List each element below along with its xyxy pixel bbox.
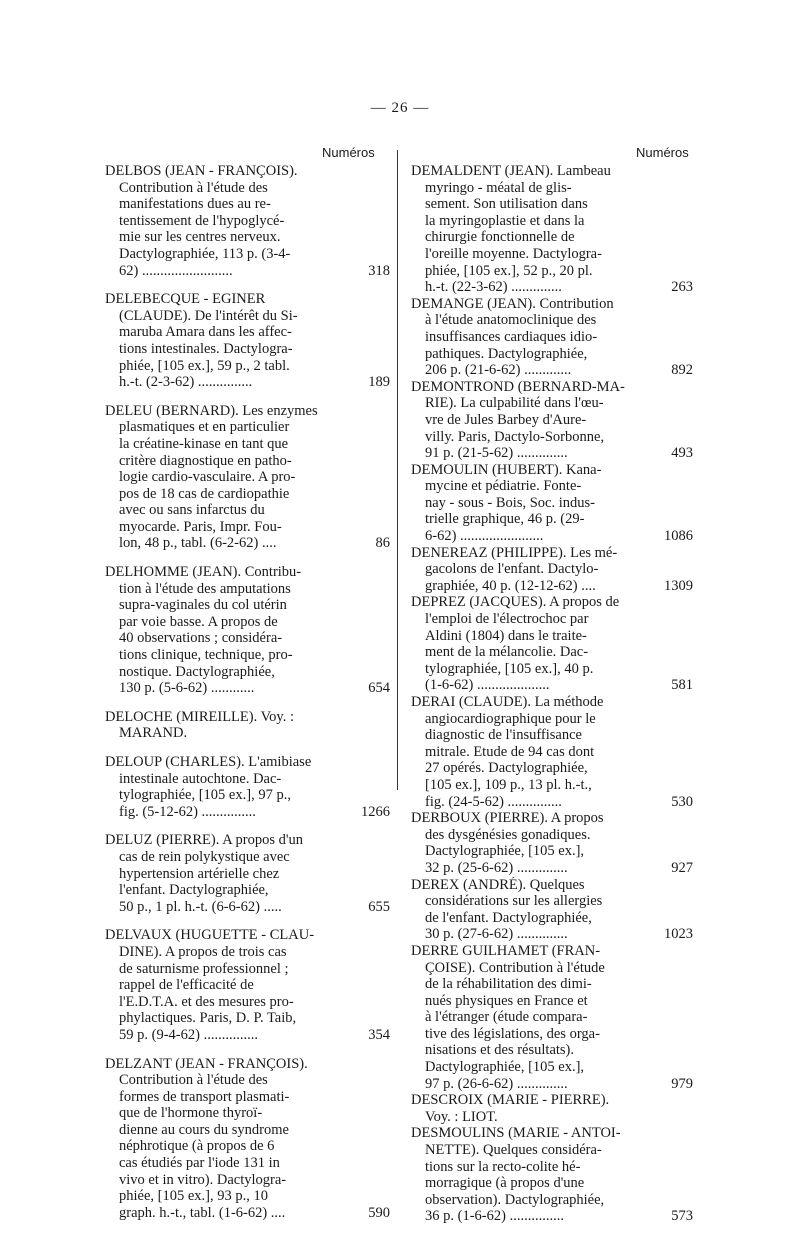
column-header-left: Numéros — [322, 145, 375, 160]
entry-line: (1-6-62) .................... 581 — [425, 677, 693, 694]
entry-line: critère diagnostique en patho- — [119, 452, 292, 469]
entry-line: mycine et pédiatrie. Fonte- — [425, 478, 582, 495]
entry-line: DERBOUX (PIERRE). A propos — [411, 810, 604, 827]
entry-line: de la réhabilitation des dimi- — [425, 976, 592, 993]
entry-number: 979 — [671, 1075, 693, 1092]
entry-number: 530 — [671, 793, 693, 810]
entry-line: villy. Paris, Dactylo-Sorbonne, — [425, 428, 605, 445]
entry-line: myocarde. Paris, Impr. Fou- — [119, 518, 282, 535]
column-header-right: Numéros — [636, 145, 689, 160]
entry-number: 1266 — [361, 803, 390, 820]
entry-line: 32 p. (25-6-62) .............. 927 — [425, 859, 693, 876]
entry-line: myringo - méatal de glis- — [425, 179, 572, 196]
entry-line: vivo et in vitro). Dactylogra- — [119, 1171, 287, 1188]
left-column — [105, 163, 390, 1233]
entry-line: mitrale. Etude de 94 cas dont — [425, 743, 595, 760]
entry-line: phiée, [105 ex.], 93 p., 10 — [119, 1188, 268, 1205]
entry-number: 318 — [368, 262, 390, 279]
entry-line: ment de la mélancolie. Dac- — [425, 644, 589, 661]
entry-line: DEMONTROND (BERNARD-MA- — [411, 378, 625, 395]
entry-line: tentissement de l'hypoglycé- — [119, 212, 285, 229]
index-entry — [105, 403, 390, 552]
entry-line: ÇOISE). Contribution à l'étude — [425, 959, 605, 976]
entry-line: supra-vaginales du col utérin — [119, 597, 287, 614]
entry-line: dienne au cours du syndrome — [119, 1121, 289, 1138]
index-entry — [105, 709, 390, 742]
entry-line: chirurgie fonctionnelle de — [425, 229, 575, 246]
entry-line: nués physiques en France et — [425, 992, 588, 1009]
entry-line: DINE). A propos de trois cas — [119, 943, 287, 960]
entry-line: la créatine-kinase en tant que — [119, 435, 289, 452]
entry-line: 30 p. (27-6-62) .............. 1023 — [425, 926, 693, 943]
entry-line: l'oreille moyenne. Dactylogra- — [425, 245, 602, 262]
entry-number: 263 — [671, 279, 693, 296]
index-entry — [105, 1056, 390, 1222]
index-entry — [105, 754, 390, 820]
entry-number: 1086 — [664, 528, 693, 545]
entry-line: DELBOS (JEAN - FRANÇOIS). — [105, 163, 298, 179]
entry-line: DELVAUX (HUGUETTE - CLAU- — [105, 927, 315, 944]
entry-line: cas étudiés par l'iode 131 in — [119, 1155, 280, 1172]
entry-line: gacolons de l'enfant. Dactylo- — [425, 561, 599, 578]
index-entry — [411, 296, 693, 379]
entry-line: à l'étranger (étude compara- — [425, 1009, 588, 1026]
entry-line: DELUZ (PIERRE). A propos d'un — [105, 832, 303, 849]
entry-line: 97 p. (26-6-62) .............. 979 — [425, 1075, 693, 1092]
entry-number: 354 — [368, 1026, 390, 1043]
entry-line: tylographiée, [105 ex.], 97 p., — [119, 787, 291, 804]
entry-line: lon, 48 p., tabl. (6-2-62) .... 86 — [119, 535, 390, 552]
entry-line: 62) ......................... 318 — [119, 262, 390, 279]
entry-number: 927 — [671, 859, 693, 876]
index-entry — [105, 163, 390, 279]
entry-number: 493 — [671, 445, 693, 462]
entry-line: avec ou sans infarctus du — [119, 502, 265, 519]
entry-line: DELEU (BERNARD). Les enzymes — [105, 402, 318, 419]
entry-line: DELHOMME (JEAN). Contribu- — [105, 564, 302, 581]
entry-line: DEMANGE (JEAN). Contribution — [411, 295, 614, 312]
entry-line: tions intestinales. Dactylogra- — [119, 340, 293, 357]
entry-line: DELZANT (JEAN - FRANÇOIS). — [105, 1055, 308, 1072]
entry-line: observation). Dactylographiée, — [425, 1191, 605, 1208]
entry-line: considérations sur les allergies — [425, 893, 603, 910]
entry-line: h.-t. (22-3-62) .............. 263 — [425, 279, 693, 296]
entry-line: Dactylographiée, [105 ex.], — [425, 1059, 585, 1076]
index-entry — [411, 545, 693, 595]
entry-line: DELOCHE (MIREILLE). Voy. : — [105, 708, 295, 725]
entry-line: DEPREZ (JACQUES). A propos de — [411, 594, 620, 611]
entry-line: tions clinique, technique, pro- — [119, 647, 293, 664]
index-entry — [411, 1092, 693, 1125]
entry-line: [105 ex.], 109 p., 13 pl. h.-t., — [425, 776, 592, 793]
index-entry — [411, 163, 693, 296]
entry-line: (CLAUDE). De l'intérêt du Si- — [119, 307, 298, 324]
entry-line: morragique (à propos d'une — [425, 1175, 585, 1192]
entry-line: mie sur les centres nerveux. — [119, 229, 281, 246]
entry-line: à l'étude anatomoclinique des — [425, 312, 597, 329]
entry-line: 27 opérés. Dactylographiée, — [425, 760, 588, 777]
entry-line: Voy. : LIOT. — [425, 1108, 498, 1125]
entry-line: DEMALDENT (JEAN). Lambeau — [411, 163, 611, 179]
index-entry — [411, 877, 693, 943]
entry-line: pathiques. Dactylographiée, — [425, 345, 588, 362]
entry-line: maruba Amara dans les affec- — [119, 324, 292, 341]
entry-number: 1023 — [664, 926, 693, 943]
entry-line: graph. h.-t., tabl. (1-6-62) .... 590 — [119, 1204, 390, 1221]
entry-line: la myringoplastie et dans la — [425, 212, 585, 229]
entry-line: tions sur la recto-colite hé- — [425, 1158, 581, 1175]
entry-line: phiée, [105 ex.], 52 p., 20 pl. — [425, 262, 593, 279]
entry-line: tylographiée, [105 ex.], 40 p. — [425, 660, 594, 677]
entry-line: tive des législations, des orga- — [425, 1025, 600, 1042]
entry-line: nay - sous - Bois, Soc. indus- — [425, 494, 595, 511]
entry-line: DENEREAZ (PHILIPPE). Les mé- — [411, 544, 618, 561]
index-entry — [411, 694, 693, 810]
entry-line: DERRE GUILHAMET (FRAN- — [411, 942, 601, 959]
entry-line: que de l'hormone thyroï- — [119, 1105, 263, 1122]
entry-line: des dysgénésies gonadiques. — [425, 826, 591, 843]
entry-line: 206 p. (21-6-62) ............. 892 — [425, 362, 693, 379]
entry-line: h.-t. (2-3-62) ............... 189 — [119, 374, 390, 391]
entry-line: angiocardiographique pour le — [425, 710, 596, 727]
entry-line: MARAND. — [119, 725, 188, 742]
entry-number: 573 — [671, 1208, 693, 1225]
entry-line: DESMOULINS (MARIE - ANTOI- — [411, 1125, 621, 1142]
entry-line: phiée, [105 ex.], 59 p., 2 tabl. — [119, 357, 290, 374]
entry-line: 6-62) ....................... 1086 — [425, 528, 693, 545]
entry-line: 36 p. (1-6-62) ............... 573 — [425, 1208, 693, 1225]
entry-line: néphrotique (à propos de 6 — [119, 1138, 275, 1155]
entry-number: 654 — [368, 680, 390, 697]
entry-line: l'emploi de l'électrochoc par — [425, 611, 589, 628]
entry-line: Aldini (1804) dans le traite- — [425, 627, 587, 644]
index-entry — [105, 291, 390, 391]
entry-line: nostique. Dactylographiée, — [119, 663, 275, 680]
index-entry — [105, 564, 390, 697]
page-number: — 26 — — [370, 100, 430, 116]
entry-line: manifestations dues au re- — [119, 196, 271, 213]
index-entry — [411, 594, 693, 694]
entry-number: 655 — [368, 898, 390, 915]
entry-line: fig. (5-12-62) ............... 1266 — [119, 803, 390, 820]
index-entry — [105, 927, 390, 1043]
index-entry — [411, 943, 693, 1092]
index-entry — [411, 462, 693, 545]
entry-line: diagnostic de l'insuffisance — [425, 727, 582, 744]
entry-line: 40 observations ; considéra- — [119, 630, 283, 647]
entry-line: l'E.D.T.A. et des mesures pro- — [119, 993, 294, 1010]
entry-line: Contribution à l'étude des — [119, 179, 268, 196]
entry-line: DELEBECQUE - EGINER — [105, 291, 266, 308]
entry-line: tion à l'étude des amputations — [119, 580, 291, 597]
entry-number: 581 — [671, 677, 693, 694]
entry-number: 86 — [375, 535, 390, 552]
entry-number: 1309 — [664, 577, 693, 594]
entry-line: DESCROIX (MARIE - PIERRE). — [411, 1092, 610, 1109]
entry-line: DELOUP (CHARLES). L'amibiase — [105, 754, 312, 770]
entry-line: 91 p. (21-5-62) .............. 493 — [425, 445, 693, 462]
entry-line: de l'enfant. Dactylographiée, — [425, 909, 592, 926]
entry-number: 590 — [368, 1204, 390, 1221]
right-column — [411, 163, 693, 1225]
entry-line: plasmatiques et en particulier — [119, 419, 290, 436]
entry-line: phylactiques. Paris, D. P. Taib, — [119, 1010, 297, 1027]
entry-line: formes de transport plasmati- — [119, 1088, 290, 1105]
entry-number: 189 — [368, 374, 390, 391]
entry-line: Dactylographiée, [105 ex.], — [425, 843, 585, 860]
entry-line: cas de rein polykystique avec — [119, 848, 290, 865]
entry-line: trielle graphique, 46 p. (29- — [425, 511, 585, 528]
entry-line: NETTE). Quelques considéra- — [425, 1142, 602, 1159]
entry-line: insuffisances cardiaques idio- — [425, 328, 598, 345]
entry-line: DEREX (ANDRÉ). Quelques — [411, 876, 585, 893]
index-entry — [411, 379, 693, 462]
entry-line: l'enfant. Dactylographiée, — [119, 882, 269, 899]
entry-line: intestinale autochtone. Dac- — [119, 770, 282, 787]
entry-number: 892 — [671, 362, 693, 379]
entry-line: vre de Jules Barbey d'Aure- — [425, 411, 587, 428]
entry-line: sement. Son utilisation dans — [425, 196, 588, 213]
entry-line: hypertension artérielle chez — [119, 865, 280, 882]
entry-line: fig. (24-5-62) ............... 530 — [425, 793, 693, 810]
column-divider — [397, 150, 398, 790]
entry-line: Contribution à l'étude des — [119, 1072, 268, 1089]
entry-line: rappel de l'efficacité de — [119, 977, 254, 994]
entry-line: Dactylographiée, 113 p. (3-4- — [119, 245, 291, 262]
index-entry — [105, 832, 390, 915]
entry-line: par voie basse. A propos de — [119, 613, 278, 630]
entry-line: 59 p. (9-4-62) ............... 354 — [119, 1026, 390, 1043]
entry-line: logie cardio-vasculaire. A pro- — [119, 469, 296, 486]
entry-line: pos de 18 cas de cardiopathie — [119, 485, 290, 502]
index-entry — [411, 810, 693, 876]
entry-line: 50 p., 1 pl. h.-t. (6-6-62) ..... 655 — [119, 898, 390, 915]
entry-line: graphiée, 40 p. (12-12-62) .... 1309 — [425, 577, 693, 594]
index-entry — [411, 1125, 693, 1225]
entry-line: DEMOULIN (HUBERT). Kana- — [411, 461, 602, 478]
entry-line: DERAI (CLAUDE). La méthode — [411, 694, 604, 710]
entry-line: 130 p. (5-6-62) ............ 654 — [119, 680, 390, 697]
entry-line: nisations et des résultats). — [425, 1042, 575, 1059]
entry-line: RIE). La culpabilité dans l'œu- — [425, 395, 604, 412]
entry-line: de saturnisme professionnel ; — [119, 960, 289, 977]
